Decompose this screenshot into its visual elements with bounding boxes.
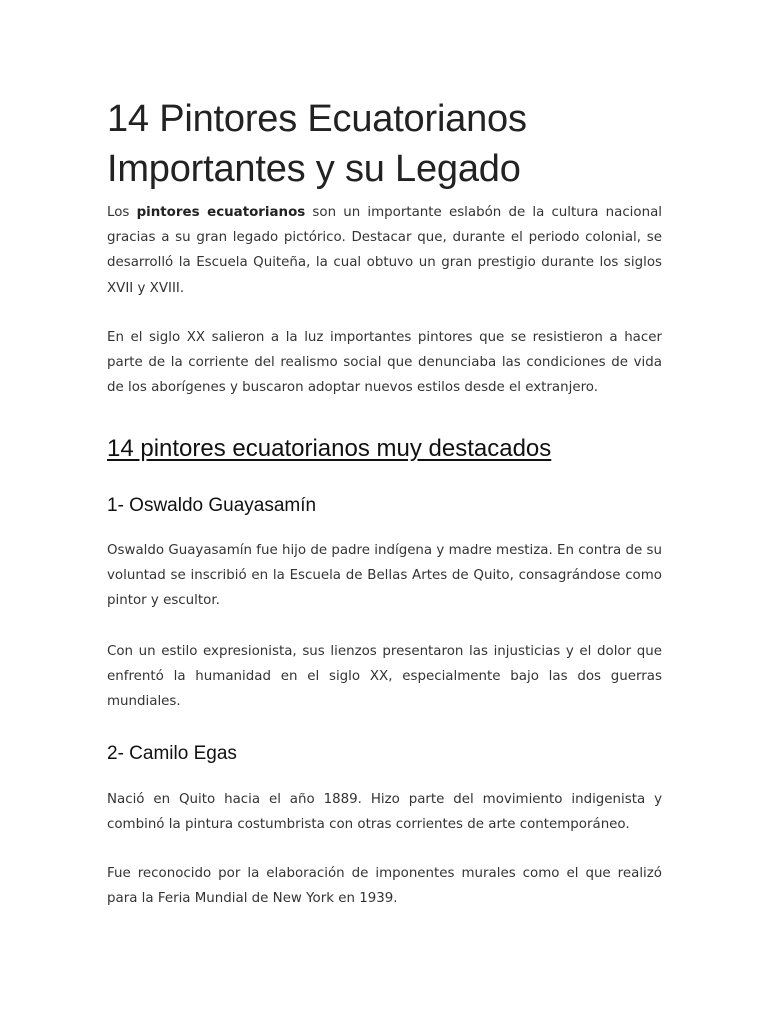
painter-1-paragraph-2: Con un estilo expresionista, sus lienzos presentaron las injusticias y el dolor que enfrentó la humanidad en el siglo XX, especialmente bajo las dos guerras mundiales. (107, 644, 662, 710)
painter-heading-2: 2- Camilo Egas (107, 743, 237, 764)
intro-lead-text: Los (107, 205, 137, 220)
intro-bold-term: pintores ecuatorianos (136, 205, 306, 220)
painter-1-paragraph-1: Oswaldo Guayasamín fue hijo de padre indígena y madre mestiza. En contra de su voluntad se inscribió en la Escuela de Bellas Artes de Quito, consagrándose como pintor y escultor. (107, 543, 662, 609)
painter-2-paragraph-2: Fue reconocido por la elaboración de imponentes murales como el que realizó para la Feria Mundial de New York en 1939. (107, 866, 662, 907)
intro-paragraph-2: En el siglo XX salieron a la luz importantes pintores que se resistieron a hacer parte de la corriente del realismo social que denunciaba las condiciones de vida de los aborígenes y buscaron adoptar nuevos estilos desde el extranjero. (107, 330, 662, 396)
intro-paragraph-1 (107, 200, 662, 301)
painter-heading-1: 1- Oswaldo Guayasamín (107, 495, 317, 516)
section-heading: 14 pintores ecuatorianos muy destacados (107, 435, 552, 462)
page-title: 14 Pintores Ecuatorianos Importantes y su Legado (107, 98, 527, 190)
intro-rest-text: son un importante eslabón de la cultura nacional gracias a su gran legado pictórico. Destacar que, durante el periodo colonial, se desarrolló la Escuela Quiteña, la cual obtuvo un gran prestigio durante los siglos XVII y XVIII. (107, 205, 663, 296)
painter-2-paragraph-1: Nació en Quito hacia el año 1889. Hizo parte del movimiento indigenista y combinó la pintura costumbrista con otras corrientes de arte contemporáneo. (107, 792, 662, 833)
